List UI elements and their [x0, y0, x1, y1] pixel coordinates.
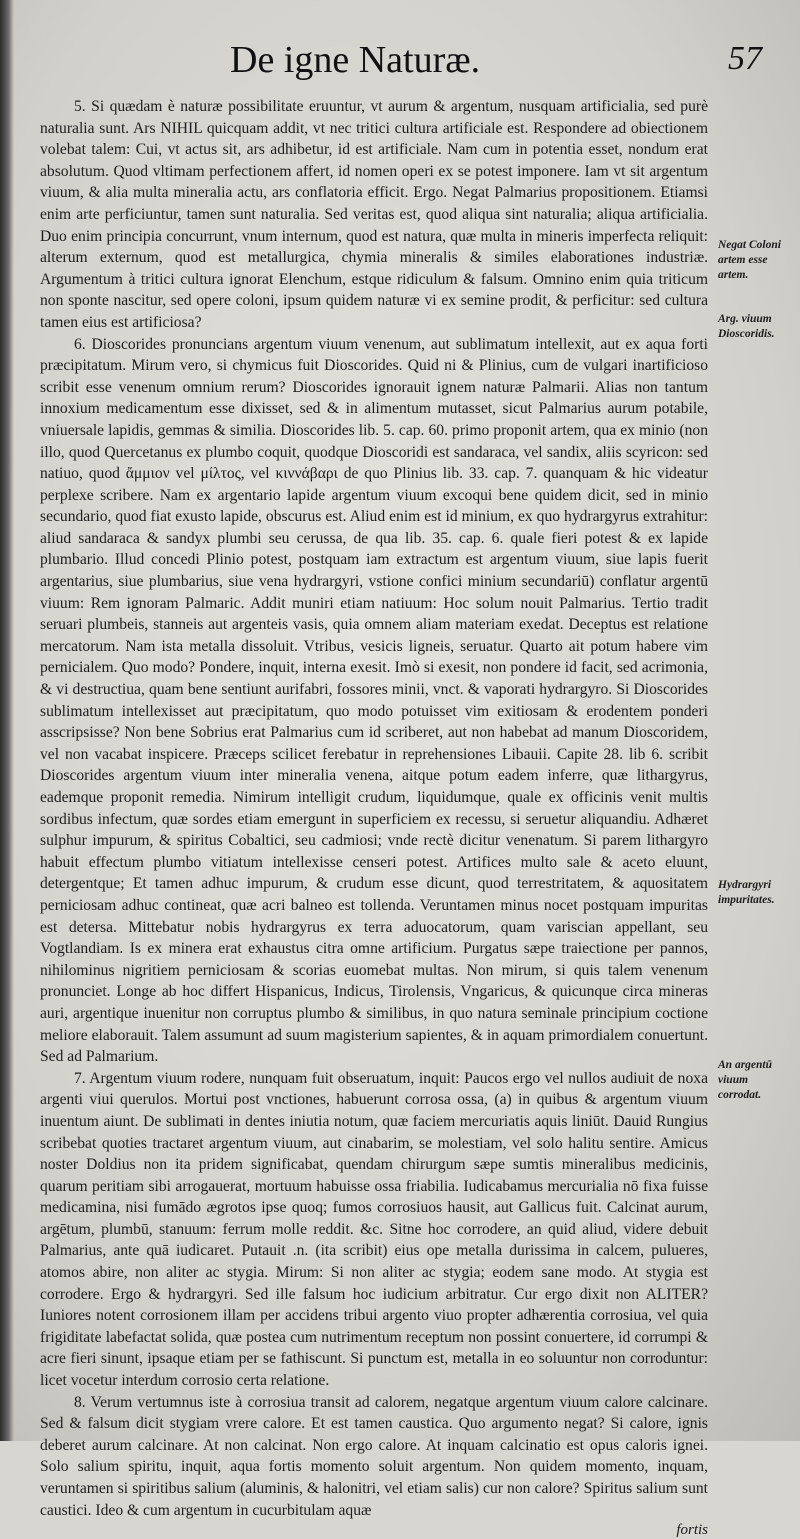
marginal-note-impurities: Hydrargyri impuritates. [718, 879, 775, 906]
marginal-note-colonus: Negat Coloni artem esse artem. [718, 239, 781, 281]
main-text-block [40, 96, 708, 1521]
running-head [40, 38, 762, 96]
catchword: fortis [676, 1522, 708, 1539]
page-binding-shadow [0, 0, 14, 1441]
paragraph-7: 7. Argentum viuum rodere, nunquam fuit obseruatum, inquit: Paucos ergo vel nullos audiuit de noxa argenti viui querulos. Mortui post vnctiones, habuerunt corrosa ossa, (a) in quibus & argentum viuum inuentum aiunt. De sublimati in dentes iniutia notum, quæ faciem mercuriatis aquis liniūt. Dauid Rungius scribebat quoties tractaret argentum viuum, aut cinabarim, se molestiam, vel solo halitu sentire. Amicus noster Doldius non ita pridem significabat, quendam chirurgum sæpe sumtis mineralibus medicinis, quarum peritiam sibi arrogauerat, mortuum habuisse ossa friabilia. Iudicabamus mercurialia nō fixa fuisse medicamina, nisi fumādo ægrotos ipse quoq; fumos corrosiuos hausit, aut Gallicus fuit. Calcinat aurum, argētum, plumbū, stanuum: ferrum molle reddit. &c. Sitne hoc corrodere, an quid aliud, videre debuit Palmarius, ante quā iudicaret. Putauit .n. (ita scribit) eius ope metalla durissima in calcem, pulueres, atomos abire, non aliter ac stygia. Mirum: Si non aliter ac stygia; eodem sane modo. At stygia est corrodere. Ergo & hydrargyri. Sed ille falsum hoc iudicium arbitratur. Cur ergo dixit non ALITER? Iuniores notent corrosionem illam per accidens tribui argento viuo propter adhærentia corrosiua, vel quia frigiditate labefactat solida, quæ postea cum nutrimentum receptum non possint conuertere, id corrumpi & acre fieri sinunt, ipsaque etiam per se fathiscunt. Si punctum est, metalla in eo soluuntur non corroduntur: licet vocetur interdum corrosio certa relatione. [40, 1069, 708, 1390]
marginal-note-dioscorides: Arg. viuum Dioscoridis. [718, 313, 775, 340]
paragraph-5: 5. Si quædam è naturæ possibilitate eruuntur, vt aurum & argentum, nusquam artificialia, sed purè naturalia sunt. Ars NIHIL quicquam addit, vt nec tritici cultura artificiale est. Respondere ad obiectionem volebat talem: Cui, vt actus sit, ars adhibetur, id est artificiale. Nam cum in potentia esset, nondum erat absolutum. Quod vltimam perfectionem affert, id nomen operi ex se potest imponere. Iam vt sit argentum viuum, & alia multa mineralia actu, ars conflatoria efficit. Ergo. Negat Palmarius propositionem. Etiamsi enim arte perficiuntur, tamen sunt naturalia. Sed veritas est, quod aliqua sint naturalia; aliqua artificialia. Duo enim principia concurrunt, vnum internum, quod est natura, quæ multa in mineris imperfecta reliquit: alterum externum, quod est metallurgica, chymia mineralis & similes elaborationes industriæ. Argumentum à tritici cultura ignorat Elenchum, estque ridiculum & falsum. Omnino enim quia triticum non sponte nascitur, sed opere coloni, ipsum quidem naturæ vi ex semine prodit, & perficitur: sed cultura tamen eius est artificiosa? [40, 98, 708, 331]
page-number: 57 [728, 40, 762, 77]
marginal-note-corrosion: An argentū viuum corrodat. [718, 1059, 773, 1101]
page-title: De igne Naturæ. [230, 39, 481, 81]
paragraph-6: 6. Dioscorides pronuncians argentum viuum venenum, aut sublimatum intellexit, aut ex aqua forti præcipitatum. Mirum vero, si chymicus fuit Dioscorides. Quid ni & Plinius, cum de vulgari inartificioso scribit esse venenum omnium rerum? Dioscorides ignorauit ignem naturæ Palmarii. Alias non tantum innoxium medicamentum esse dixisset, sed & in alimentum mutasset, sicut Palmarius aurum potabile, vniuersale lapidis, gemmas & similia. Dioscorides lib. 5. cap. 60. primo proponit artem, qua ex minio (non illo, quod Quercetanus ex plumbo coquit, quodque Dioscoridi est sandaraca, vel sandix, aliis scyricon: sed natiuo, quod ἄμμιον vel μίλτος, vel κιννάβαρι de quo Plinius lib. 33. cap. 7. quanquam & hic videatur perplexe scribere. Nam ex argentario lapide argentum viuum excoqui bene quidem dicit, sed in minio secundario, quod fiat exusto lapide, obscurus est. Aliud enim est id minium, ex quo hydrargyrus extrahitur: aliud sandaraca & sandyx plumbi seu cerussa, de qua lib. 35. cap. 6. quale fieri potest & ex lapide plumbario. Illud concedi Plinio potest, postquam iam extractum est argentum viuum, siue lapis fuerit argentarius, siue plumbarius, siue vena hydrargyri, vstione confici minium secundariū) conflatur argentū viuum: Rem ignoram Palmaric. Addit muniri etiam natiuum: Hoc solum nouit Palmarius. Tertio tradit seruari plumbeis, stanneis aut argenteis vasis, quia omnem aliam materiam exedat. Deceptus est relatione mercatorum. Nam ista metalla dissoluit. Vtribus, vesicis ligneis, seruatur. Quarto ait potum habere vim pernicialem. Quo modo? Pondere, inquit, interna exesit. Imò si exesit, non pondere id facit, sed acrimonia, & vi destructiua, quam bene sentiunt aurifabri, fossores minii, vnct. & vaporati hydrargyro. Si Dioscorides sublimatum intellexisset aut præcipitatum, quo modo potuisset vim exitiosam & erodentem ponderi asscripsisse? Non bene Sobrius erat Palmarius cum id scriberet, aut non habebat ad manum Dioscoridem, vel non vacabat inspicere. Præceps scilicet ferebatur in reprehensiones Libauii. Capite 28. lib 6. scribit Dioscorides argentum viuum inter mineralia venena, aitque potum eadem inferre, quæ lithargyrus, eademque proponit remedia. Nimirum intelligit crudum, liquidumque, quale ex officinis venit multis sordibus infectum, quæ sordes etiam emergunt in superficiem ex recessu, si seruetur aliquandiu. Adhæret sulphur impurum, & spiritus Cobaltici, seu cadmiosi; vnde rectè dicitur venenatum. Si parem lithargyro habuit effectum plumbo vitiatum intellexisse censeri potest. Artifices multo sale & aceto eluunt, detergentque; Et tamen adhuc impurum, & crudum esse dicunt, quod terrestritatem, & aquositatem perniciosam adhuc contineat, quæ acri balneo est tollenda. Veruntamen minus nocet postquam impuritas est detersa. Mittebatur nobis hydrargyrus ex terra aduocatorum, quam variscian appellant, seu Vogtlandiam. Is ex minera erat exhaustus citra omne artificium. Purgatus sæpe traiectione per pannos, nihilominus nigritiem perniciosam & scorias euomebat multas. Non mirum, si quis talem venenum pronunciet. Longe ab hoc differt Hispanicus, Indicus, Tirolensis, Vngaricus, & quicunque circa mineras auri, argentique inuenitur non corruptus plumbo & similibus, in quo natura seminale principium coctione meliore elaborauit. Talem assumunt ad suum magisterium sapientes, & in aquam primordialem conuertunt. Sed ad Palmarium. [40, 335, 708, 1066]
paragraph-8: 8. Verum vertumnus iste à corrosiua transit ad calorem, negatque argentum viuum calore calcinare. Sed & falsum dicit stygiam vrere calore. Et est tamen caustica. Quo argumento negat? Si calore, ignis deberet aurum calcinare. At non calcinat. Non ergo calore. At inquam calcinatio est opus caloris ignei. Solo salium spiritu, inquit, aqua fortis momento soluit argentum. Non quidem momento, inquam, veruntamen si spiritibus salium (aluminis, & halonitri, vel etiam salis) cur non calore? Spiritus salium sunt caustici. Ideo & cum argentum in cucurbitulam aquæ [40, 1393, 708, 1519]
